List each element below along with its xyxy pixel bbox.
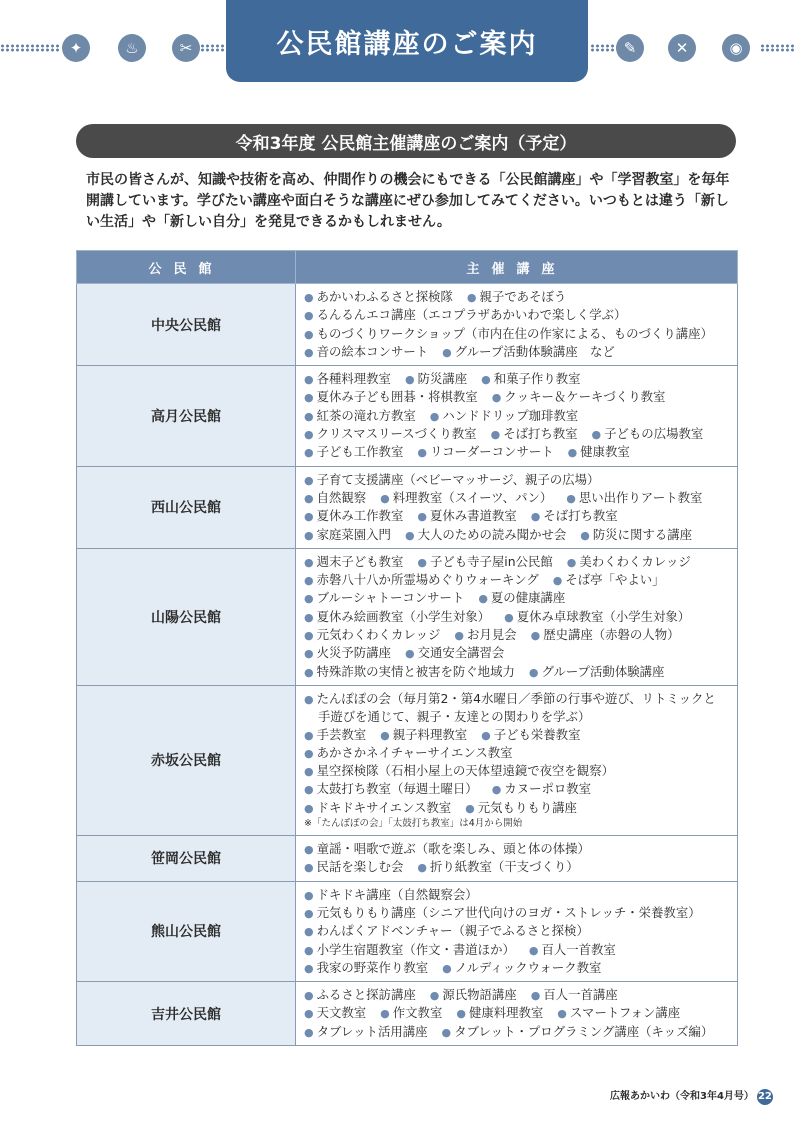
course-item: ● 交通安全講習会 [405,645,504,660]
course-item: ● 美わくわくカレッジ [567,554,691,569]
course-list [296,548,738,685]
course-item: ● 親子であそぼう [467,289,566,304]
decorative-dots-mid-left [200,44,226,52]
course-item: ● 特殊詐欺の実情と被害を防ぐ地域力 [304,664,515,679]
hall-name: 笹岡公民館 [77,836,296,882]
course-item: ● スマートフォン講座 [557,1005,680,1020]
course-item: ● 子ども工作教室 [304,444,403,459]
course-item: ● カヌーポロ教室 [492,781,591,796]
course-note: ※「たんぽぽの会」「太鼓打ち教室」は4月から開始 [304,818,523,830]
course-item: ● 夏休み書道教室 [417,508,516,523]
course-list [296,284,738,366]
course-item: ● 童謡・唱歌で遊ぶ（歌を楽しみ、頭と体の体操） [304,841,590,856]
course-item: ● 手芸教室 [304,727,366,742]
course-item: ● 元気もりもり講座 [465,800,577,815]
course-list [296,836,738,882]
course-line [304,922,731,940]
course-item: ● 天文教室 [304,1005,366,1020]
course-item: ● タブレット活用講座 [304,1024,428,1039]
course-item: ● ものづくりワークショップ（市内在住の作家による、ものづくり講座） [304,326,713,341]
publication-name: 広報あかいわ（令和3年4月号） [610,1091,754,1102]
course-item: ● 音の絵本コンサート [304,344,428,359]
course-line [304,306,731,324]
course-item: ● 健康教室 [568,444,630,459]
course-item: ● 元気もりもり講座（シニア世代向けのヨガ・ストレッチ・栄養教室） [304,905,701,920]
course-item: ● 歴史講座（赤磐の人物） [531,627,680,642]
course-item: ● 防災に関する講座 [580,527,692,542]
decorative-dots-mid-right [590,44,614,52]
course-item: ● 夏の健康講座 [478,590,565,605]
course-item: ● 料理教室（スイーツ、パン） [380,490,552,505]
table-row [77,836,738,882]
course-item: ● ドキドキサイエンス教室 [304,800,451,815]
table-row [77,284,738,366]
course-line [304,726,731,744]
course-line [304,589,731,607]
section-banner: 令和3年度 公民館主催講座のご案内（予定） [76,124,736,158]
course-item: ● グループ活動体験講座 など [442,344,615,359]
course-item: ● 火災予防講座 [304,645,391,660]
course-line [304,762,731,780]
decorative-dots-right [760,44,794,52]
course-item: ● 元気わくわくカレッジ [304,627,440,642]
hall-name: 高月公民館 [77,366,296,466]
course-item: ● 子育て支援講座（ベビーマッサージ、親子の広場） [304,472,599,487]
course-line [304,471,731,489]
course-line [304,425,731,443]
course-item: ● グループ活動体験講座 [529,664,665,679]
course-line [304,780,731,798]
hall-name: 中央公民館 [77,284,296,366]
course-item: ● クッキー＆ケーキづくり教室 [492,389,666,404]
course-item: ● 夏休み絵画教室（小学生対象） [304,609,490,624]
course-list [296,982,738,1046]
table-row [77,366,738,466]
table-body [77,284,738,1046]
scissors-icon: ✂ [172,34,200,62]
course-item: ● 夏休み工作教室 [304,508,403,523]
course-item: ● わんぱくアドベンチャー（親子でふるさと探検） [304,923,589,938]
course-item: ● 夏休み卓球教室（小学生対象） [504,609,690,624]
course-list [296,366,738,466]
course-line [304,644,731,662]
course-list [296,881,738,981]
course-item: ● 折り紙教室（干支づくり） [417,859,578,874]
course-line-continued: 手遊びを通じて、親子・友達との関わりを学ぶ） [318,709,591,725]
decorative-dots-left [0,44,60,52]
course-line [304,663,731,681]
course-item: ● ハンドドリップ珈琲教室 [430,408,578,423]
course-line [304,507,731,525]
course-item: ● 親子料理教室 [380,727,467,742]
course-line [304,325,731,343]
course-line [304,626,731,644]
course-line [304,690,731,708]
hall-name: 西山公民館 [77,466,296,548]
course-item: ● 大人のための読み聞かせ会 [405,527,566,542]
course-item: ● そば亭「やよい」 [553,572,665,587]
course-line [304,941,731,959]
cupcake-icon: ♨ [118,34,146,62]
course-item: ● 民話を楽しむ会 [304,859,403,874]
course-line [304,959,731,977]
course-item: ● 健康料理教室 [456,1005,543,1020]
telescope-icon: ✦ [62,34,90,62]
course-line [304,986,731,1004]
course-item: ● たんぽぽの会（毎月第2・第4水曜日／季節の行事や遊び、リトミックと [304,691,716,706]
course-line [304,1023,731,1041]
course-item: ● リコーダーコンサート [417,444,553,459]
course-item: ● 週末子ども教室 [304,554,403,569]
hall-name: 熊山公民館 [77,881,296,981]
course-line [304,608,731,626]
course-line [304,388,731,406]
course-line [304,526,731,544]
course-line [304,744,731,762]
course-item: ● るんるんエコ講座（エコプラザあかいわで楽しく学ぶ） [304,307,626,322]
course-item: ● ブルーシャトーコンサート [304,590,464,605]
course-line [304,904,731,922]
course-line [304,343,731,361]
course-item: ● ふるさと探訪講座 [304,987,416,1002]
header-hall: 公民館 [77,251,296,284]
pencil-icon: ✎ [616,34,644,62]
course-item: ● 星空探検隊（石相小屋上の天体望遠鏡で夜空を観察） [304,763,614,778]
course-line [304,858,731,876]
course-item: ● 太鼓打ち教室（毎週土曜日） [304,781,478,796]
course-item: ● ドキドキ講座（自然観察会） [304,887,478,902]
course-item: ● 我家の野菜作り教室 [304,960,428,975]
intro-text: 市民の皆さんが、知識や技術を高め、仲間作りの機会にもできる「公民館講座」や「学習教室」を毎年開講しています。学びたい講座や面白そうな講座にぜひ参加してみてください。いつもとは違う「新しい生活」や「新しい自分」を発見できるかもしれません。 [86,172,730,230]
course-line [304,1004,731,1022]
course-line [304,443,731,461]
course-line [304,288,731,306]
course-item: ● 自然観察 [304,490,366,505]
course-item: ● お月見会 [454,627,516,642]
mouse-icon: ◉ [722,34,750,62]
table-header-row [77,251,738,284]
hall-name: 山陽公民館 [77,548,296,685]
hall-name: 赤坂公民館 [77,685,296,835]
course-item: ● 百人一首教室 [529,942,616,957]
course-item: ● 子どもの広場教室 [592,426,704,441]
course-line [304,489,731,507]
course-item: ● 子ども栄養教室 [481,727,580,742]
course-list [296,466,738,548]
table-row [77,685,738,835]
course-item: ● 家庭菜園入門 [304,527,391,542]
page-number: 22 [757,1089,773,1105]
course-item: ● 各種料理教室 [304,371,391,386]
hall-name: 吉井公民館 [77,982,296,1046]
course-line [304,571,731,589]
course-item: ● 夏休み子ども囲碁・将棋教室 [304,389,478,404]
course-item: ● クリスマスリースづくり教室 [304,426,477,441]
footer [610,1087,773,1105]
course-line [304,553,731,571]
course-item: ● タブレット・プログラミング講座（キッズ編） [442,1024,714,1039]
course-item: ● 作文教室 [380,1005,442,1020]
course-item: ● 小学生宿題教室（作文・書道ほか） [304,942,515,957]
header-courses: 主催講座 [296,251,738,284]
course-line [304,799,731,817]
course-item: ● ノルディックウォーク教室 [442,960,601,975]
table-row [77,548,738,685]
table-row [77,982,738,1046]
course-item: ● そば打ち教室 [531,508,618,523]
course-item: ● そば打ち教室 [491,426,578,441]
course-list [296,685,738,835]
course-line [304,370,731,388]
course-item: ● 防災講座 [405,371,467,386]
course-table [76,250,738,1046]
course-item: ● 赤磐八十八か所霊場めぐりウォーキング [304,572,539,587]
course-line [304,407,731,425]
table-row [77,881,738,981]
course-item: ● 源氏物語講座 [430,987,517,1002]
course-item: ● 百人一首講座 [531,987,618,1002]
course-line [304,840,731,858]
utensils-icon: ✕ [668,34,696,62]
page-title: 公民館講座のご案内 [226,0,588,82]
course-item: ● 和菓子作り教室 [481,371,580,386]
course-item: ● 紅茶の滝れ方教室 [304,408,416,423]
course-item: ● あかいわふるさと探検隊 [304,289,453,304]
table-row [77,466,738,548]
course-item: ● 子ども寺子屋in公民館 [417,554,552,569]
course-item: ● あかさかネイチャーサイエンス教室 [304,745,513,760]
course-line [304,886,731,904]
course-item: ● 思い出作りアート教室 [566,490,702,505]
